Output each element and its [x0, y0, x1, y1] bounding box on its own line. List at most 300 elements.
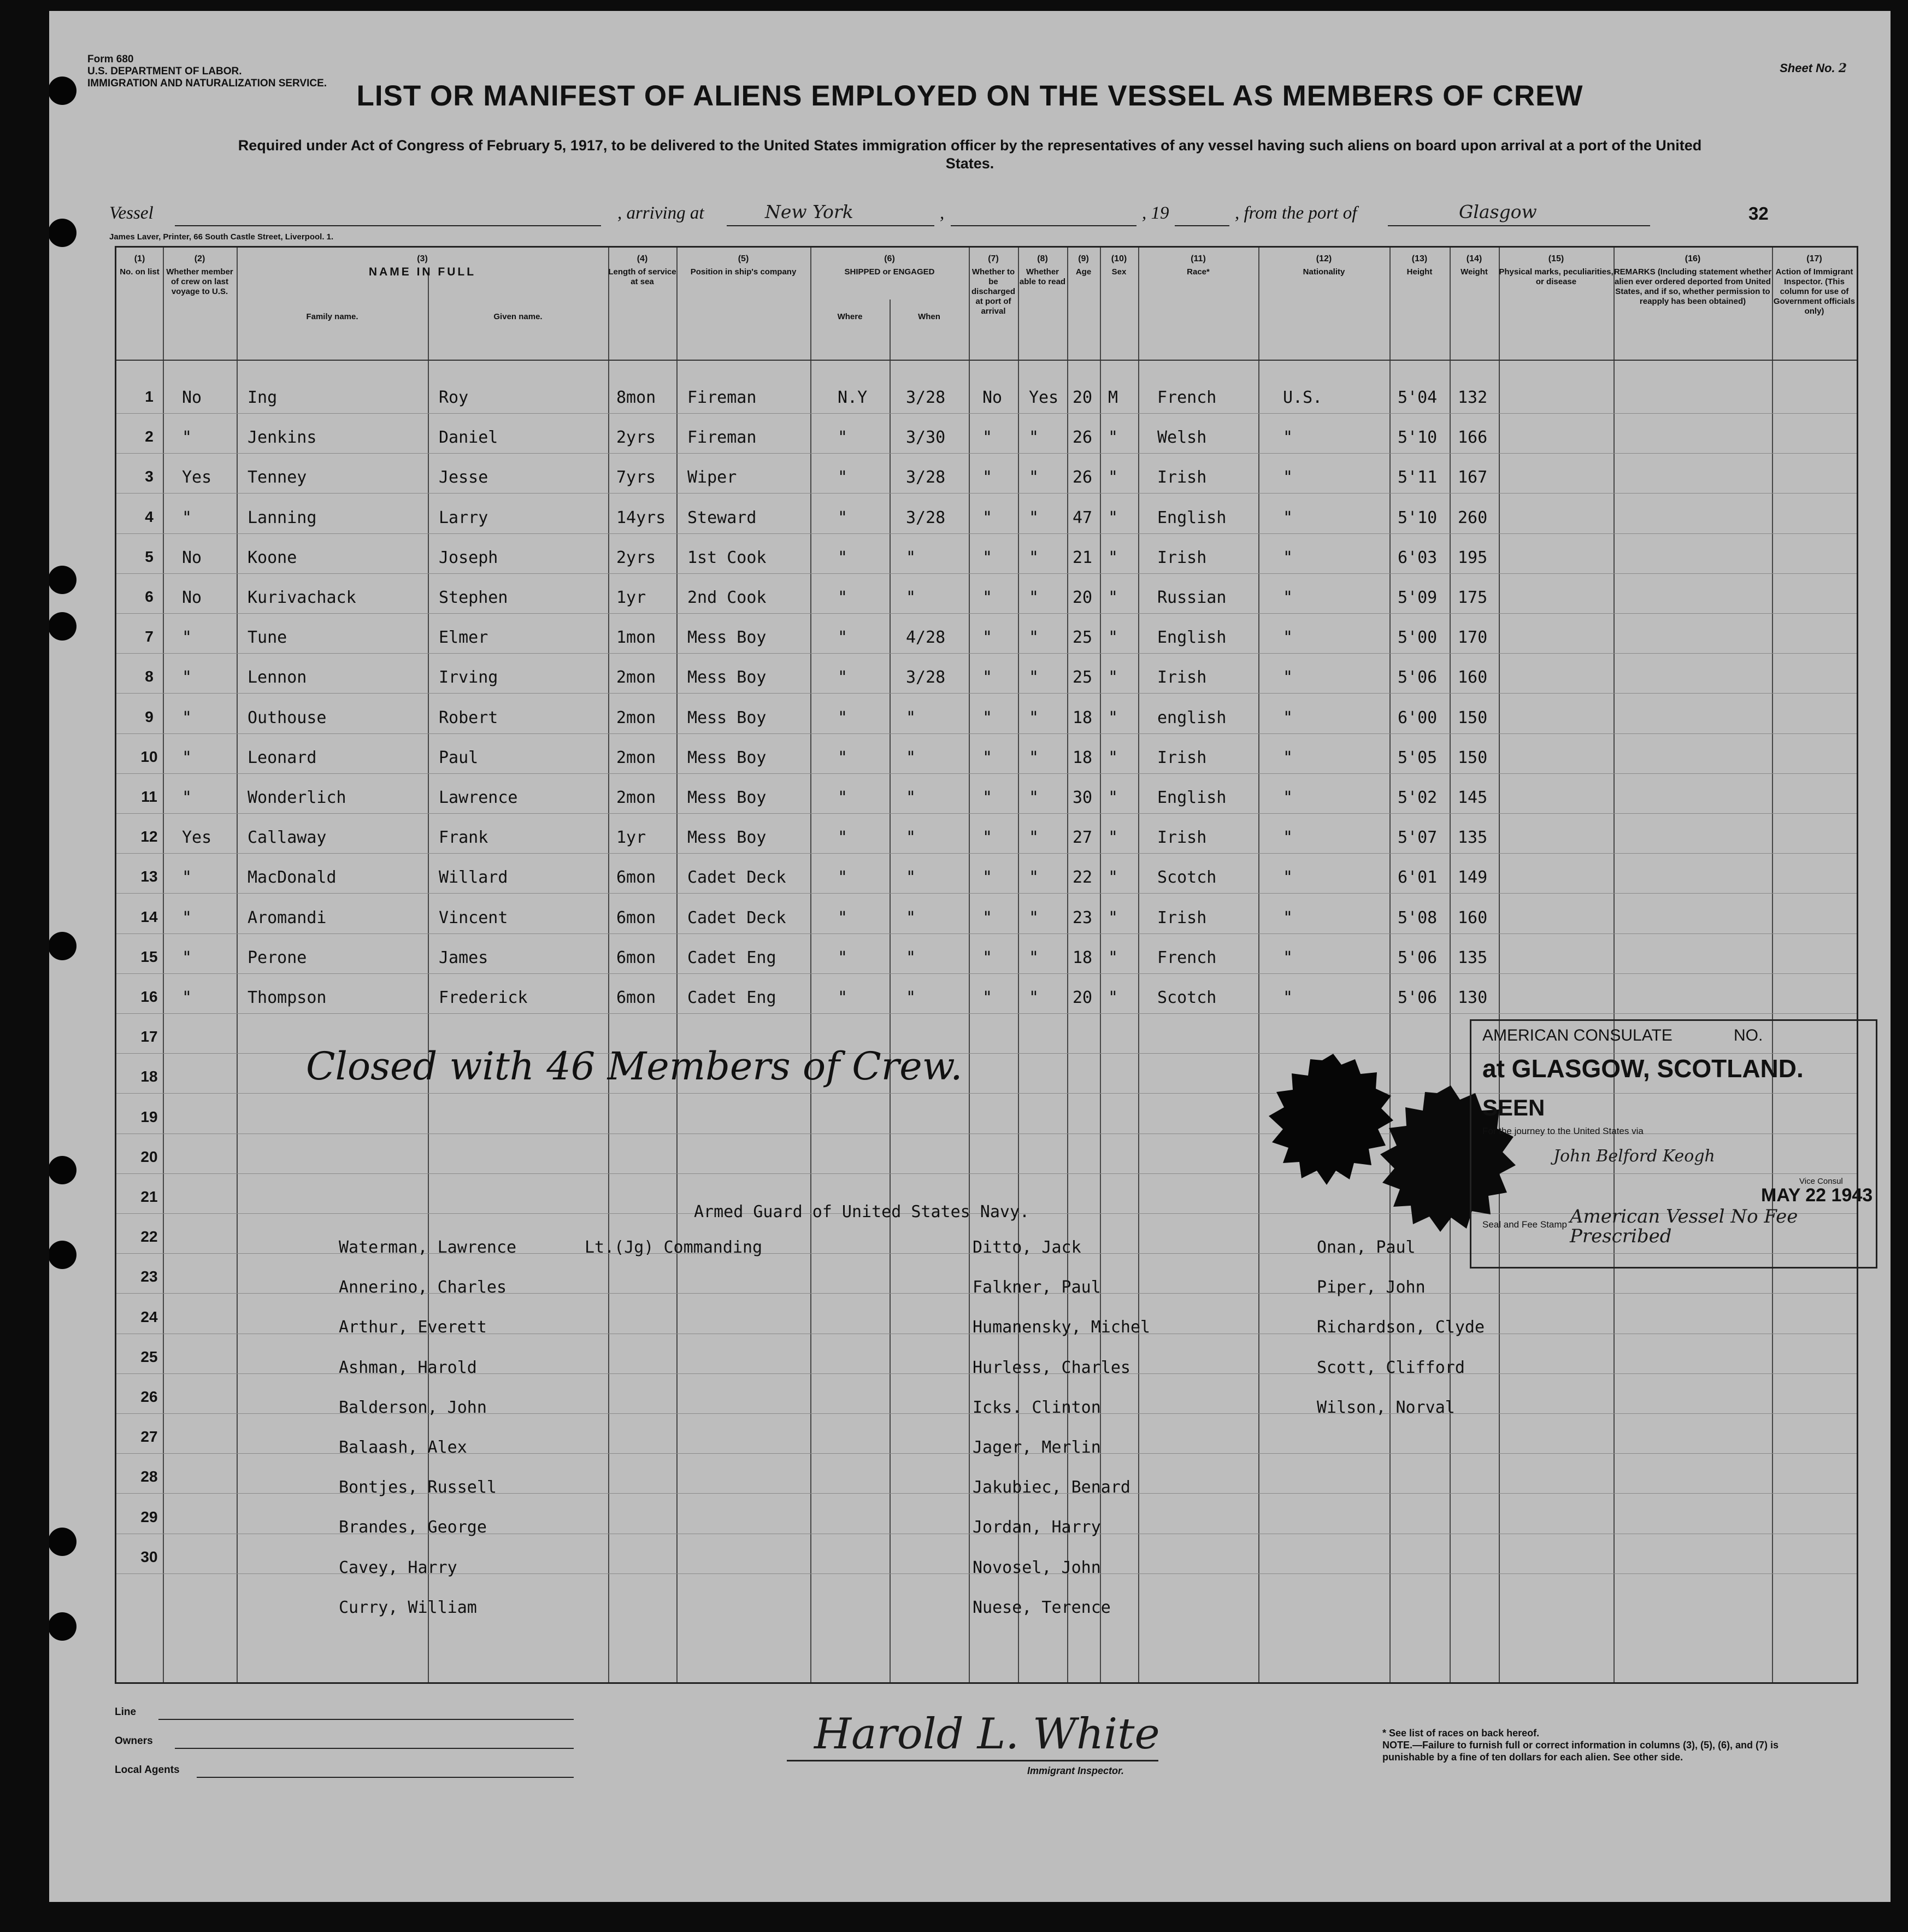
cell-sex: " [1108, 708, 1118, 727]
row-number: 20 [140, 1148, 158, 1165]
cell-position: Cadet Eng [687, 988, 776, 1007]
cell-weight: 132 [1458, 388, 1488, 407]
row-number: 25 [140, 1348, 158, 1365]
cell-where: " [838, 868, 848, 888]
cell-when: 3/28 [906, 668, 946, 688]
cell-age: 25 [1073, 668, 1093, 688]
cell-discharged: " [982, 868, 993, 888]
owners-label: Owners [115, 1735, 153, 1747]
cell-sex: " [1108, 868, 1118, 888]
cell-height: 5'02 [1398, 788, 1438, 807]
cell-weight: 175 [1458, 588, 1488, 607]
cell-age: 18 [1073, 948, 1093, 967]
cell-prev: No [182, 388, 202, 407]
year-label: , 19 [1142, 203, 1169, 223]
cell-weight: 195 [1458, 548, 1488, 567]
cell-position: 2nd Cook [687, 588, 767, 607]
col-header-16: (16) REMARKS (Including statement whether alien ever ordered deported from United States, and if so, whether permission to reapply has been obtained) [1613, 254, 1772, 306]
cell-where: " [838, 988, 848, 1007]
cell-race: Irish [1157, 668, 1207, 688]
cell-family: Wonderlich [248, 788, 346, 807]
cell-height: 5'00 [1398, 628, 1438, 648]
navy-guard-name: Falkner, Paul [973, 1278, 1101, 1297]
cell-age: 23 [1073, 908, 1093, 927]
cell-prev: Yes [182, 468, 212, 488]
cell-family: Lanning [248, 508, 317, 527]
cell-discharged: " [982, 908, 993, 927]
cell-height: 5'07 [1398, 828, 1438, 848]
row-number: 15 [140, 948, 158, 965]
closing-note: Closed with 46 Members of Crew. [306, 1044, 963, 1089]
cell-service: 14yrs [616, 508, 666, 527]
cell-height: 6'01 [1398, 868, 1438, 888]
cell-weight: 166 [1458, 428, 1488, 448]
cell-where: " [838, 548, 848, 567]
cell-age: 47 [1073, 508, 1093, 527]
punch-hole [49, 1528, 76, 1556]
col-header-6: (6) SHIPPED or ENGAGED [844, 254, 935, 277]
cell-where: " [838, 588, 848, 607]
cell-family: Thompson [248, 988, 327, 1007]
cell-weight: 260 [1458, 508, 1488, 527]
cell-weight: 170 [1458, 628, 1488, 648]
cell-where: " [838, 828, 848, 848]
cell-discharged: " [982, 508, 993, 527]
cell-service: 6mon [616, 868, 656, 888]
cell-race: Irish [1157, 468, 1207, 488]
navy-guard-name: Jakubiec, Benard [973, 1478, 1130, 1498]
cell-read: Yes [1029, 388, 1059, 407]
navy-guard-name: Hurless, Charles [973, 1358, 1130, 1377]
navy-commander-note: Lt.(Jg) Commanding [585, 1238, 763, 1257]
cell-prev: " [182, 508, 192, 527]
cell-nationality: " [1283, 428, 1293, 448]
row-number: 3 [145, 468, 154, 485]
cell-when: " [906, 588, 916, 607]
cell-discharged: " [982, 748, 993, 767]
cell-where: " [838, 668, 848, 688]
cell-nationality: " [1283, 548, 1293, 567]
cell-family: Callaway [248, 828, 327, 848]
department: U.S. DEPARTMENT OF LABOR. [87, 66, 242, 77]
row-number: 28 [140, 1468, 158, 1485]
cell-age: 20 [1073, 988, 1093, 1007]
navy-guard-name: Novosel, John [973, 1558, 1101, 1577]
cell-discharged: " [982, 548, 993, 567]
navy-guard-name: Jager, Merlin [973, 1438, 1101, 1457]
sheet-number: Sheet No. 2 [1780, 61, 1847, 75]
form-code: 32 [1748, 203, 1769, 224]
navy-guard-name: Annerino, Charles [339, 1278, 507, 1297]
cell-sex: " [1108, 828, 1118, 848]
cell-height: 5'06 [1398, 948, 1438, 967]
cell-height: 5'10 [1398, 508, 1438, 527]
row-number: 5 [145, 548, 154, 565]
cell-position: Wiper [687, 468, 737, 488]
cell-weight: 135 [1458, 828, 1488, 848]
cell-given: James [439, 948, 488, 967]
cell-read: " [1029, 948, 1039, 967]
cell-read: " [1029, 708, 1039, 727]
cell-service: 2yrs [616, 428, 656, 448]
cell-where: " [838, 708, 848, 727]
cell-service: 8mon [616, 388, 656, 407]
cell-race: Scotch [1157, 868, 1217, 888]
cell-service: 6mon [616, 988, 656, 1007]
cell-discharged: " [982, 788, 993, 807]
row-number: 11 [141, 788, 157, 805]
row-number: 24 [140, 1308, 158, 1325]
cell-read: " [1029, 508, 1039, 527]
cell-where: " [838, 508, 848, 527]
cell-race: Russian [1157, 588, 1227, 607]
navy-guard-name: Balderson, John [339, 1397, 487, 1417]
navy-guard-name: Richardson, Clyde [1317, 1318, 1485, 1337]
cell-read: " [1029, 828, 1039, 848]
punch-hole [49, 1241, 76, 1269]
cell-family: Perone [248, 948, 307, 967]
col-header-15: (15) Physical marks, peculiarities, or disease [1499, 254, 1613, 286]
col-header-7: (7) Whether to be discharged at port of arrival [971, 254, 1016, 316]
cell-position: Mess Boy [687, 628, 767, 648]
table-row [116, 536, 1857, 577]
cell-weight: 135 [1458, 948, 1488, 967]
row-number: 14 [140, 908, 158, 925]
cell-given: Paul [439, 748, 479, 767]
cell-height: 5'05 [1398, 748, 1438, 767]
cell-service: 7yrs [616, 468, 656, 488]
cell-given: Daniel [439, 428, 498, 448]
cell-weight: 167 [1458, 468, 1488, 488]
cell-nationality: " [1283, 668, 1293, 688]
row-number: 23 [140, 1268, 158, 1285]
cell-nationality: " [1283, 828, 1293, 848]
cell-nationality: " [1283, 508, 1293, 527]
arriving-label: , arriving at [617, 203, 704, 223]
comma: , [940, 203, 945, 223]
row-number: 27 [140, 1428, 158, 1446]
cell-sex: " [1108, 468, 1118, 488]
cell-prev: " [182, 708, 192, 727]
cell-position: Cadet Eng [687, 948, 776, 967]
cell-family: Aromandi [248, 908, 327, 927]
cell-weight: 160 [1458, 908, 1488, 927]
cell-position: Steward [687, 508, 757, 527]
navy-guard-name: Ditto, Jack [973, 1238, 1081, 1257]
cell-read: " [1029, 428, 1039, 448]
cell-nationality: " [1283, 988, 1293, 1007]
cell-nationality: " [1283, 628, 1293, 648]
cell-race: Irish [1157, 908, 1207, 927]
cell-sex: M [1108, 388, 1118, 407]
cell-sex: " [1108, 588, 1118, 607]
navy-guard-name: Nuese, Terence [973, 1598, 1111, 1617]
cell-position: 1st Cook [687, 548, 767, 567]
cell-height: 6'00 [1398, 708, 1438, 727]
cell-age: 20 [1073, 388, 1093, 407]
cell-when: 3/28 [906, 468, 946, 488]
cell-read: " [1029, 788, 1039, 807]
cell-prev: " [182, 628, 192, 648]
cell-sex: " [1108, 428, 1118, 448]
cell-height: 5'04 [1398, 388, 1438, 407]
row-number: 1 [145, 388, 154, 405]
cell-where: N.Y [838, 388, 868, 407]
cell-prev: Yes [182, 828, 212, 848]
navy-guard-name: Icks. Clinton [973, 1397, 1101, 1417]
col-header-1: (1) No. on list [120, 254, 160, 277]
service: IMMIGRATION AND NATURALIZATION SERVICE. [87, 78, 327, 89]
cell-given: Frank [439, 828, 488, 848]
col-header-8: (8) Whether able to read [1019, 254, 1066, 286]
cell-discharged: " [982, 668, 993, 688]
col-header-3: (3) NAME IN FULL [368, 254, 476, 278]
cell-given: Elmer [439, 628, 488, 648]
cell-when: " [906, 828, 916, 848]
cell-when: " [906, 748, 916, 767]
cell-read: " [1029, 628, 1039, 648]
cell-service: 6mon [616, 908, 656, 927]
cell-when: 4/28 [906, 628, 946, 648]
cell-prev: " [182, 428, 192, 448]
cell-weight: 160 [1458, 668, 1488, 688]
cell-read: " [1029, 748, 1039, 767]
cell-given: Robert [439, 708, 498, 727]
family-name-header: Family name. [306, 312, 358, 321]
cell-family: Lennon [248, 668, 307, 688]
navy-guard-name: Arthur, Everett [339, 1318, 487, 1337]
manifest-page [49, 11, 1891, 1902]
cell-height: 5'10 [1398, 428, 1438, 448]
cell-position: Mess Boy [687, 708, 767, 727]
cell-when: " [906, 988, 916, 1007]
vessel-line [109, 203, 1836, 228]
table-row [116, 776, 1857, 817]
cell-age: 26 [1073, 468, 1093, 488]
row-number: 18 [140, 1068, 158, 1085]
cell-race: English [1157, 508, 1227, 527]
punch-hole [49, 1156, 76, 1184]
cell-race: Welsh [1157, 428, 1207, 448]
table-row [116, 816, 1857, 856]
navy-guard-name: Wilson, Norval [1317, 1397, 1455, 1417]
where-header: Where [837, 312, 863, 321]
cell-nationality: " [1283, 468, 1293, 488]
cell-family: Ing [248, 388, 278, 407]
cell-weight: 150 [1458, 748, 1488, 767]
punch-hole [49, 219, 76, 247]
cell-family: Leonard [248, 748, 317, 767]
table-row [116, 696, 1857, 737]
cell-nationality: " [1283, 908, 1293, 927]
row-number: 13 [140, 868, 158, 885]
form-number: Form 680 [87, 54, 134, 65]
table-row [116, 896, 1857, 937]
cell-given: Lawrence [439, 788, 518, 807]
cell-height: 5'11 [1398, 468, 1438, 488]
row-number: 17 [140, 1028, 158, 1046]
cell-read: " [1029, 468, 1039, 488]
cell-read: " [1029, 668, 1039, 688]
cell-age: 25 [1073, 628, 1093, 648]
cell-read: " [1029, 908, 1039, 927]
cell-age: 18 [1073, 708, 1093, 727]
navy-guard-name: Curry, William [339, 1598, 477, 1617]
col-header-14: (14) Weight [1461, 254, 1488, 277]
cell-where: " [838, 748, 848, 767]
cell-sex: " [1108, 988, 1118, 1007]
col-header-17: (17) Action of Immigrant Inspector. (This column for use of Government officials only) [1773, 254, 1856, 316]
cell-given: Irving [439, 668, 498, 688]
cell-age: 21 [1073, 548, 1093, 567]
cell-sex: " [1108, 788, 1118, 807]
cell-race: English [1157, 628, 1227, 648]
row-number: 8 [145, 668, 154, 685]
inspector-signature: Harold L. White [814, 1710, 1160, 1759]
row-number: 10 [140, 748, 158, 765]
cell-sex: " [1108, 508, 1118, 527]
punch-hole [49, 566, 76, 594]
cell-race: Irish [1157, 748, 1207, 767]
cell-when: 3/30 [906, 428, 946, 448]
cell-given: Jesse [439, 468, 488, 488]
cell-read: " [1029, 868, 1039, 888]
local-agents-label: Local Agents [115, 1764, 180, 1776]
cell-sex: " [1108, 628, 1118, 648]
table-row [116, 736, 1857, 777]
navy-guard-name: Balaash, Alex [339, 1438, 467, 1457]
row-number: 29 [140, 1508, 158, 1525]
row-number: 9 [145, 708, 154, 725]
col-header-11: (11) Race* [1187, 254, 1210, 277]
navy-guard-name: Ashman, Harold [339, 1358, 477, 1377]
cell-age: 30 [1073, 788, 1093, 807]
cell-service: 2mon [616, 668, 656, 688]
cell-height: 5'06 [1398, 668, 1438, 688]
punch-hole [49, 612, 76, 641]
cell-position: Mess Boy [687, 828, 767, 848]
cell-sex: " [1108, 548, 1118, 567]
when-header: When [918, 312, 940, 321]
col-header-10: (10) Sex [1111, 254, 1127, 277]
cell-nationality: " [1283, 588, 1293, 607]
cell-family: Jenkins [248, 428, 317, 448]
row-number: 30 [140, 1548, 158, 1565]
cell-family: Koone [248, 548, 297, 567]
cell-weight: 149 [1458, 868, 1488, 888]
cell-service: 1yr [616, 828, 646, 848]
table-row [116, 936, 1857, 977]
col-header-4: (4) Length of service at sea [608, 254, 676, 286]
cell-when: 3/28 [906, 388, 946, 407]
cell-nationality: " [1283, 868, 1293, 888]
cell-service: 1mon [616, 628, 656, 648]
cell-read: " [1029, 548, 1039, 567]
crew-table [115, 246, 1858, 1684]
cell-position: Fireman [687, 388, 757, 407]
col-header-9: (9) Age [1075, 254, 1092, 277]
cell-family: Outhouse [248, 708, 327, 727]
cell-position: Cadet Deck [687, 908, 786, 927]
cell-age: 22 [1073, 868, 1093, 888]
from-port-label: , from the port of [1235, 203, 1357, 223]
cell-sex: " [1108, 948, 1118, 967]
table-row [116, 496, 1857, 537]
cell-family: Tune [248, 628, 287, 648]
cell-nationality: " [1283, 748, 1293, 767]
cell-family: MacDonald [248, 868, 337, 888]
cell-when: " [906, 948, 916, 967]
cell-race: Scotch [1157, 988, 1217, 1007]
printer-credit: James Laver, Printer, 66 South Castle Street, Liverpool. 1. [109, 232, 334, 242]
cell-weight: 150 [1458, 708, 1488, 727]
navy-guard-name: Bontjes, Russell [339, 1478, 497, 1498]
cell-position: Mess Boy [687, 668, 767, 688]
cell-prev: " [182, 908, 192, 927]
cell-nationality: U.S. [1283, 388, 1323, 407]
navy-guard-name: Onan, Paul [1317, 1238, 1416, 1257]
cell-race: English [1157, 788, 1227, 807]
cell-discharged: " [982, 468, 993, 488]
navy-guard-name: Piper, John [1317, 1278, 1426, 1297]
arriving-value: New York [765, 201, 853, 222]
cell-service: 2mon [616, 708, 656, 727]
cell-family: Kurivachack [248, 588, 356, 607]
cell-prev: " [182, 748, 192, 767]
table-row [116, 656, 1857, 696]
row-number: 12 [140, 828, 158, 845]
cell-prev: No [182, 588, 202, 607]
cell-discharged: " [982, 948, 993, 967]
cell-given: Frederick [439, 988, 528, 1007]
cell-when: " [906, 548, 916, 567]
cell-nationality: " [1283, 708, 1293, 727]
cell-discharged: " [982, 828, 993, 848]
cell-given: Stephen [439, 588, 508, 607]
cell-prev: " [182, 988, 192, 1007]
consulate-stamp: AMERICAN CONSULATE NO. at GLASGOW, SCOTLAND. SEEN For the journey to the United States via Vice Consul MAY 22 1943 Seal and Fee Stamp John Belford Keogh American Vessel No Fee Prescribed [1470, 1019, 1877, 1269]
navy-guard-name: Scott, Clifford [1317, 1358, 1465, 1377]
page-subtitle: Required under Act of Congress of February 5, 1917, to be delivered to the United States immigration officer by the representatives of any vessel having such aliens on board upon arrival at a port of the United States. [238, 137, 1702, 172]
cell-family: Tenney [248, 468, 307, 488]
table-row [116, 376, 1857, 416]
row-number: 2 [145, 428, 154, 445]
row-number: 19 [140, 1108, 158, 1125]
cell-discharged: " [982, 988, 993, 1007]
cell-where: " [838, 908, 848, 927]
navy-guard-name: Waterman, Lawrence [339, 1238, 517, 1257]
row-number: 16 [140, 988, 158, 1005]
cell-age: 27 [1073, 828, 1093, 848]
cell-race: english [1157, 708, 1227, 727]
cell-weight: 145 [1458, 788, 1488, 807]
navy-guard-name: Brandes, George [339, 1518, 487, 1537]
row-number: 7 [145, 628, 154, 645]
table-row [116, 616, 1857, 656]
navy-guard-name: Humanensky, Michel [973, 1318, 1151, 1337]
cell-sex: " [1108, 748, 1118, 767]
cell-nationality: " [1283, 788, 1293, 807]
cell-service: 6mon [616, 948, 656, 967]
cell-position: Cadet Deck [687, 868, 786, 888]
cell-service: 2mon [616, 748, 656, 767]
cell-when: 3/28 [906, 508, 946, 527]
cell-prev: " [182, 948, 192, 967]
navy-guard-title: Armed Guard of United States Navy. [694, 1202, 1030, 1222]
cell-given: Vincent [439, 908, 508, 927]
cell-race: French [1157, 388, 1217, 407]
row-number: 22 [140, 1228, 158, 1246]
